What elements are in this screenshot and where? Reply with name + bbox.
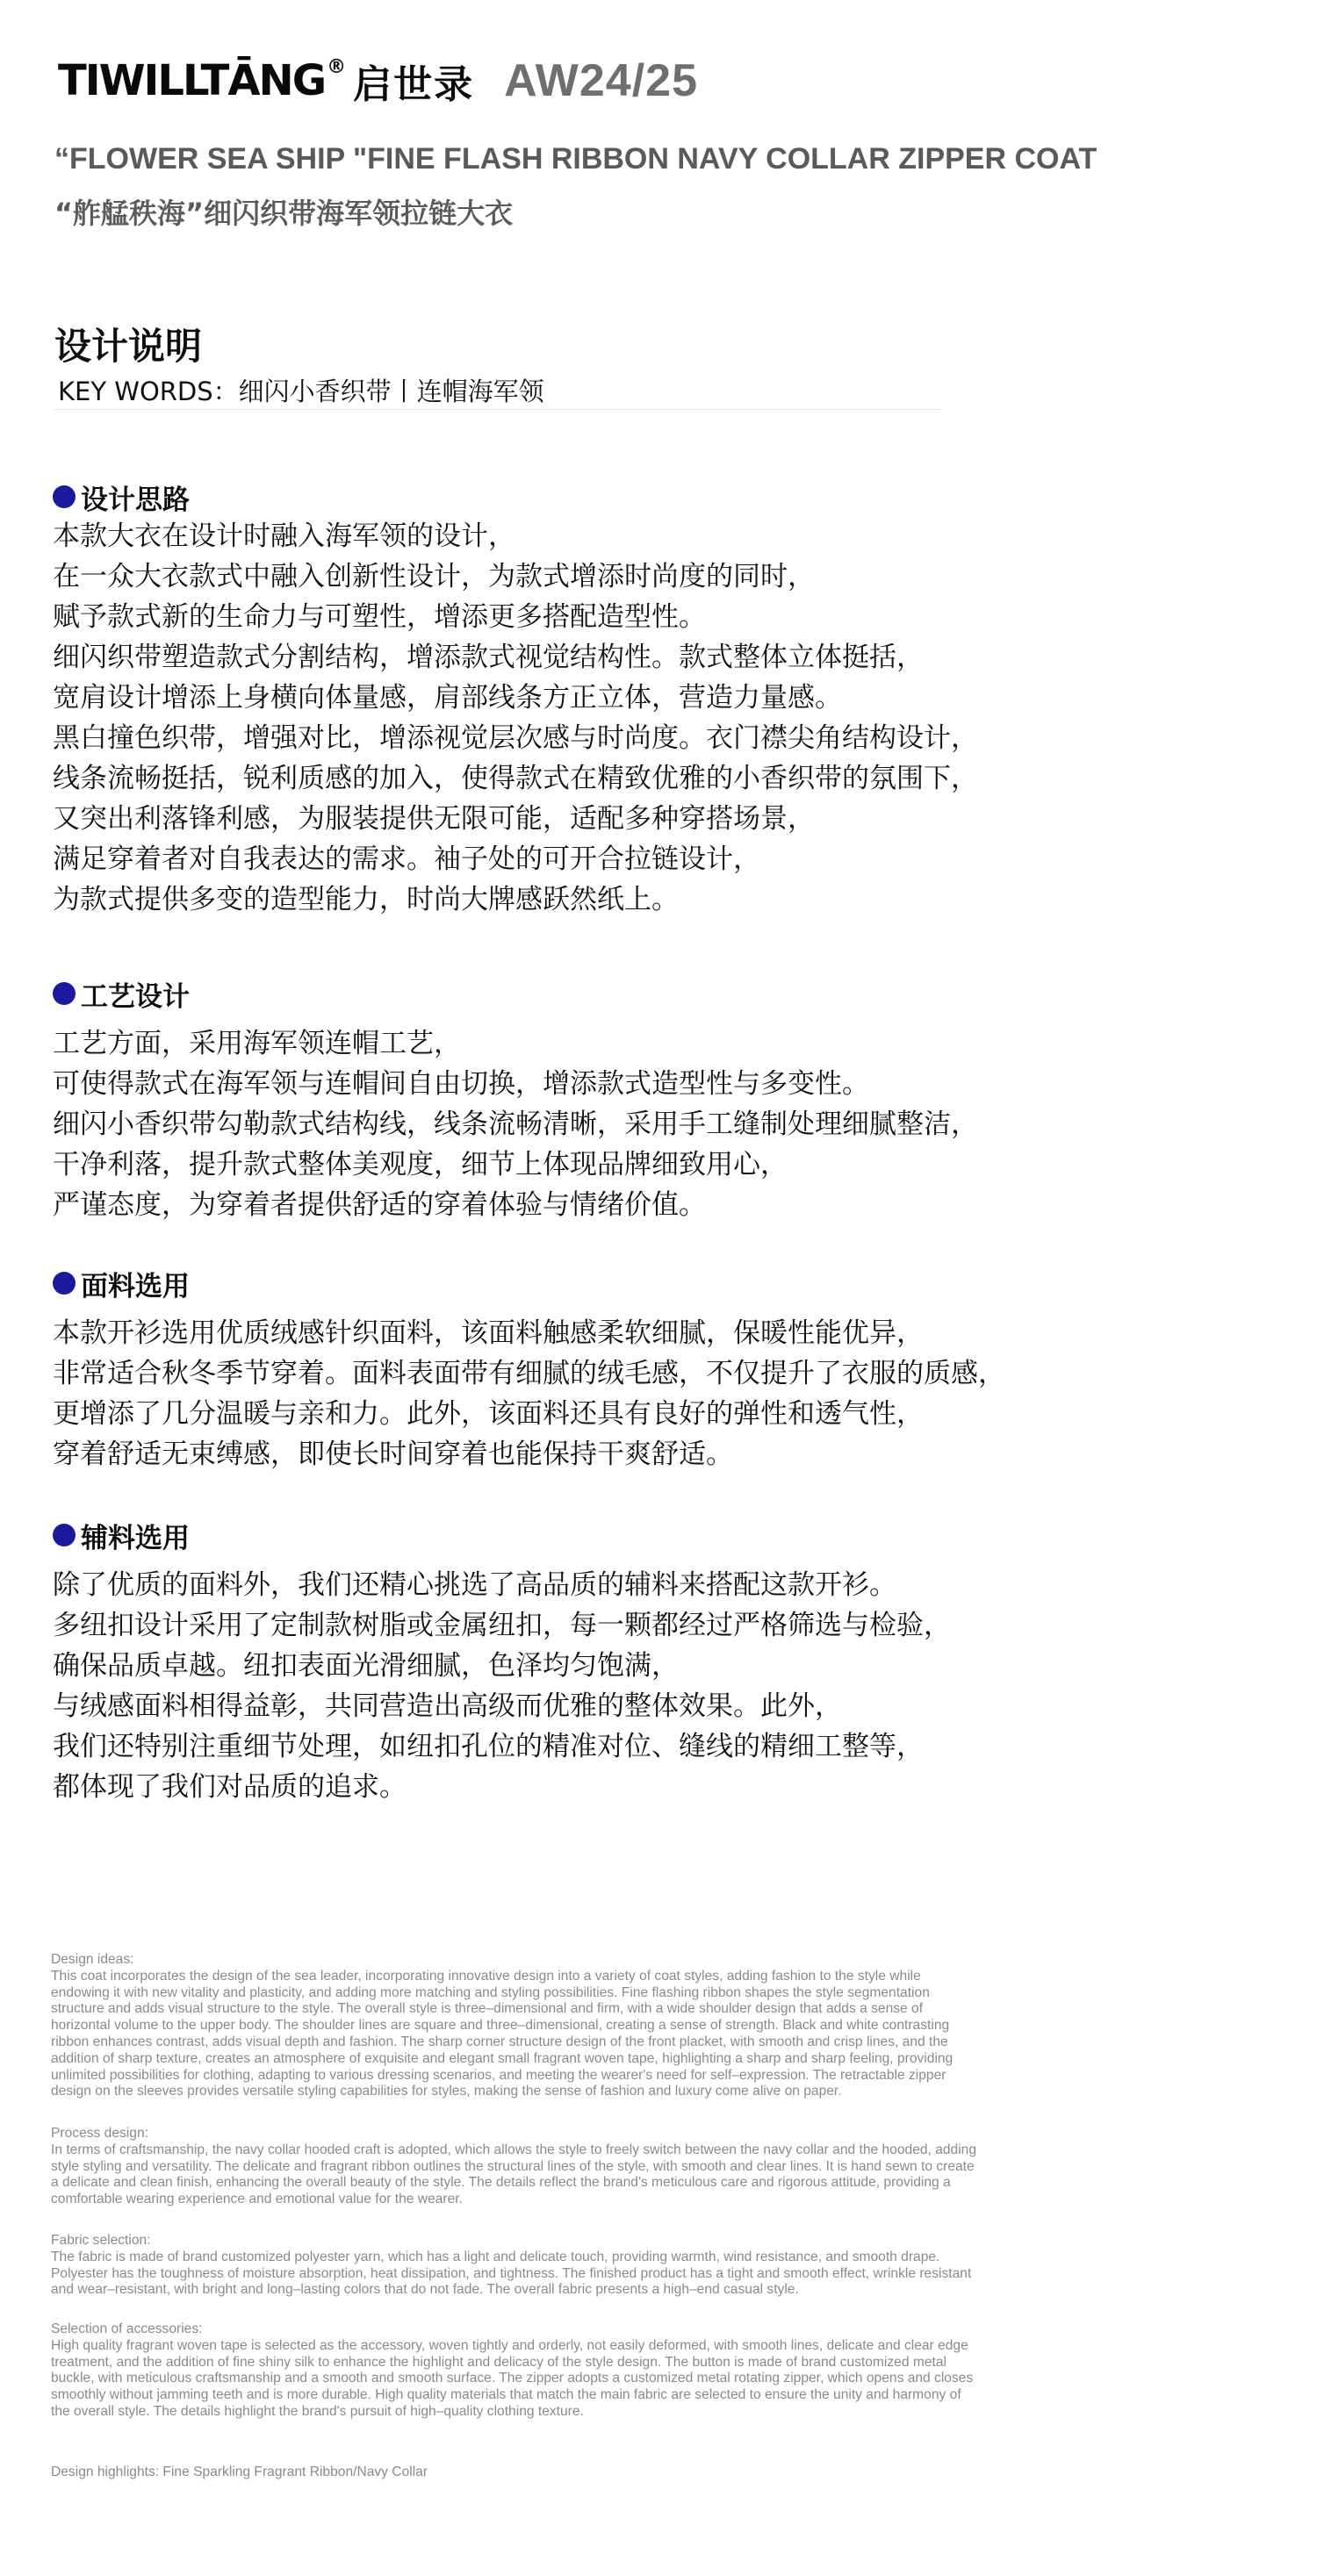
keywords-line: KEY WORDS：细闪小香织带丨连帽海军领 xyxy=(58,377,544,406)
brand-logo-cn: 启世录 xyxy=(353,62,475,107)
text-line: 严谨态度，为穿着者提供舒适的穿着体验与情绪价值。 xyxy=(53,1189,706,1221)
text-line: 穿着舒适无束缚感，即使长时间穿着也能保持干爽舒适。 xyxy=(53,1439,733,1470)
en-text-line: smoothly without jamming teeth and is more durable. High quality materials that match the main fabric are selected to ensure the unity and harmony of xyxy=(51,2387,961,2403)
text-line: 为款式提供多变的造型能力，时尚大牌感跃然纸上。 xyxy=(53,884,679,915)
en-design-highlights xyxy=(51,2465,1210,2481)
text-line: 都体现了我们对品质的追求。 xyxy=(53,1771,407,1803)
section-accessory-selection xyxy=(53,1516,1264,1807)
section-heading xyxy=(53,1264,1264,1302)
text-line: 细闪小香织带勾勒款式结构线，线条流畅清晰，采用手工缝制处理细腻整洁， xyxy=(53,1109,978,1140)
divider xyxy=(54,409,941,410)
en-text-line: structure and adds visual structure to the style. The overall style is three–dimensional and firm, with a wide shoulder design that adds a sense of xyxy=(51,2001,924,2017)
text-line: 宽肩设计增添上身横向体量感，肩部线条方正立体，营造力量感。 xyxy=(53,682,842,714)
text-line: 多纽扣设计采用了定制款树脂或金属纽扣，每一颗都经过严格筛选与检验， xyxy=(53,1610,951,1641)
en-text-line: Design ideas: xyxy=(51,1952,134,1967)
section-heading xyxy=(53,974,1264,1013)
en-text-line: In terms of craftsmanship, the navy collar hooded craft is adopted, which allows the style to freely switch between the navy collar and the hooded, adding xyxy=(51,2142,977,2157)
bullet-dot-icon xyxy=(53,485,76,508)
en-text-line: and wear–resistant, with bright and long–lasting colors that do not fade. The overall fabric presents a high–end casual style. xyxy=(51,2282,799,2298)
en-text-line: Fabric selection: xyxy=(51,2233,151,2248)
bullet-dot-icon xyxy=(53,982,76,1005)
en-text-line: The fabric is made of brand customized polyester yarn, which has a light and delicate touch, providing warmth, wind resistance, and smooth drape. xyxy=(51,2249,940,2264)
section-process-design xyxy=(53,974,1264,1225)
text-line: 赋予款式新的生命力与可塑性，增添更多搭配造型性。 xyxy=(53,601,706,633)
en-text-line: High quality fragrant woven tape is selected as the accessory, woven tightly and orderly, not easily deformed, with smooth lines, delicate and clear edge xyxy=(51,2337,968,2353)
text-line: 满足穿着者对自我表达的需求。袖子处的可开合拉链设计， xyxy=(53,843,760,875)
brand-logo-en: TIWILLTĀNG xyxy=(58,56,326,105)
en-text-line: Selection of accessories: xyxy=(51,2321,203,2336)
en-text-line: treatment, and the addition of fine shiny silk to enhance the highlight and delicacy of the style design. The button is made of brand customized metal xyxy=(51,2354,946,2370)
en-text-line: horizontal volume to the upper body. The shoulder lines are square and three–dimensional, creating a sense of strength. Black and white contrasting xyxy=(51,2018,950,2034)
en-fabric-selection xyxy=(51,2233,1210,2299)
text-line: 非常适合秋冬季节穿着。面料表面带有细腻的绒毛感，不仅提升了衣服的质感， xyxy=(53,1358,1005,1389)
en-text-line: buckle, with meticulous craftsmanship and a smooth and smooth surface. The zipper adopts a customized metal rotating zipper, which opens and closes xyxy=(51,2371,974,2386)
section-fabric-selection xyxy=(53,1264,1264,1475)
section-design-ideas xyxy=(53,477,1264,920)
en-text-line: style styling and versatility. The delicate and fragrant ribbon outlines the structural lines of the style, with smooth and clear lines. It is hand sewn to create xyxy=(51,2158,975,2174)
text-line: 细闪织带塑造款式分割结构，增添款式视觉结构性。款式整体立体挺括， xyxy=(53,642,924,673)
en-process-design xyxy=(51,2126,1210,2208)
text-line: 本款大衣在设计时融入海军领的设计， xyxy=(53,520,515,552)
text-line: 除了优质的面料外，我们还精心挑选了高品质的辅料来搭配这款开衫。 xyxy=(53,1569,896,1601)
text-line: 干净利落，提升款式整体美观度，细节上体现品牌细致用心， xyxy=(53,1149,788,1180)
brand-header xyxy=(58,46,698,116)
product-title-en: “FLOWER SEA SHIP "FINE FLASH RIBBON NAVY COLLAR ZIPPER COAT xyxy=(54,142,1098,176)
en-text-line: Design highlights: Fine Sparkling Fragrant Ribbon/Navy Collar xyxy=(51,2465,428,2479)
season-label: AW24/25 xyxy=(504,55,698,106)
text-line: 又突出利落锋利感，为服装提供无限可能，适配多种穿搭场景， xyxy=(53,803,815,835)
text-line: 本款开衫选用优质绒感针织面料，该面料触感柔软细腻，保暖性能优异， xyxy=(53,1317,924,1349)
section-heading xyxy=(53,477,1264,516)
bullet-dot-icon xyxy=(53,1524,76,1546)
registered-mark: ® xyxy=(327,55,347,78)
en-text-line: This coat incorporates the design of the sea leader, incorporating innovative design into a variety of coat styles, adding fashion to the style while xyxy=(51,1968,921,1984)
en-text-line: Process design: xyxy=(51,2126,148,2141)
text-line: 工艺方面，采用海军领连帽工艺， xyxy=(53,1028,461,1059)
en-text-line: design on the sleeves provides versatile styling capabilities for styles, making the sense of fashion and luxury come alive on paper. xyxy=(51,2084,842,2099)
design-description-heading: 设计说明 xyxy=(54,325,203,368)
text-line: 线条流畅挺括，锐利质感的加入，使得款式在精致优雅的小香织带的氛围下， xyxy=(53,763,978,794)
en-text-line: comfortable wearing experience and emotional value for the wearer. xyxy=(51,2192,463,2207)
text-line: 在一众大衣款式中融入创新性设计，为款式增添时尚度的同时， xyxy=(53,561,815,592)
en-text-line: ribbon enhances contrast, adds visual depth and fashion. The sharp corner structure design of the front placket, with smooth and crisp lines, and the xyxy=(51,2034,948,2049)
text-line: 我们还特别注重细节处理，如纽扣孔位的精准对位、缝线的精细工整等， xyxy=(53,1731,924,1762)
en-text-line: addition of sharp texture, creates an atmosphere of exquisite and elegant small fragrant woven tape, highlighting a sharp and sharp feeling, providing xyxy=(51,2050,954,2066)
en-accessory-selection xyxy=(51,2321,1210,2421)
section-heading xyxy=(53,1516,1264,1554)
en-text-line: a delicate and clean finish, enhancing the overall beauty of the style. The details reflect the brand's meticulous care and rigorous attitude, providing a xyxy=(51,2175,951,2191)
section-title: 面料选用 xyxy=(81,1270,190,1302)
section-title: 辅料选用 xyxy=(81,1522,190,1554)
product-title-cn: “舴艋秩海”细闪织带海军领拉链大衣 xyxy=(54,197,514,230)
section-title: 设计思路 xyxy=(81,484,190,516)
text-line: 更增添了几分温暖与亲和力。此外，该面料还具有良好的弹性和透气性， xyxy=(53,1398,924,1430)
en-text-line: Polyester has the toughness of moisture absorption, heat dissipation, and tightness. The finished product has a tight and smooth effect, wrinkle resistant xyxy=(51,2265,972,2281)
en-text-line: unlimited possibilities for clothing, adapting to various dressing scenarios, and meeting the wearer's need for self–expression. The retractable zipper xyxy=(51,2067,946,2083)
text-line: 确保品质卓越。纽扣表面光滑细腻，色泽均匀饱满， xyxy=(53,1650,679,1682)
text-line: 与绒感面料相得益彰，共同营造出高级而优雅的整体效果。此外， xyxy=(53,1690,842,1722)
text-line: 可使得款式在海军领与连帽间自由切换，增添款式造型性与多变性。 xyxy=(53,1068,869,1100)
en-design-ideas xyxy=(51,1952,1210,2100)
en-text-line: the overall style. The details highlight the brand's pursuit of high–quality clothing texture. xyxy=(51,2403,584,2419)
text-line: 黑白撞色织带，增强对比，增添视觉层次感与时尚度。衣门襟尖角结构设计， xyxy=(53,722,978,754)
bullet-dot-icon xyxy=(53,1272,76,1295)
section-title: 工艺设计 xyxy=(81,980,190,1013)
en-text-line: endowing it with new vitality and plasticity, and adding more matching and styling possibilities. Fine flashing ribbon shapes the style segmentation xyxy=(51,1984,930,2000)
